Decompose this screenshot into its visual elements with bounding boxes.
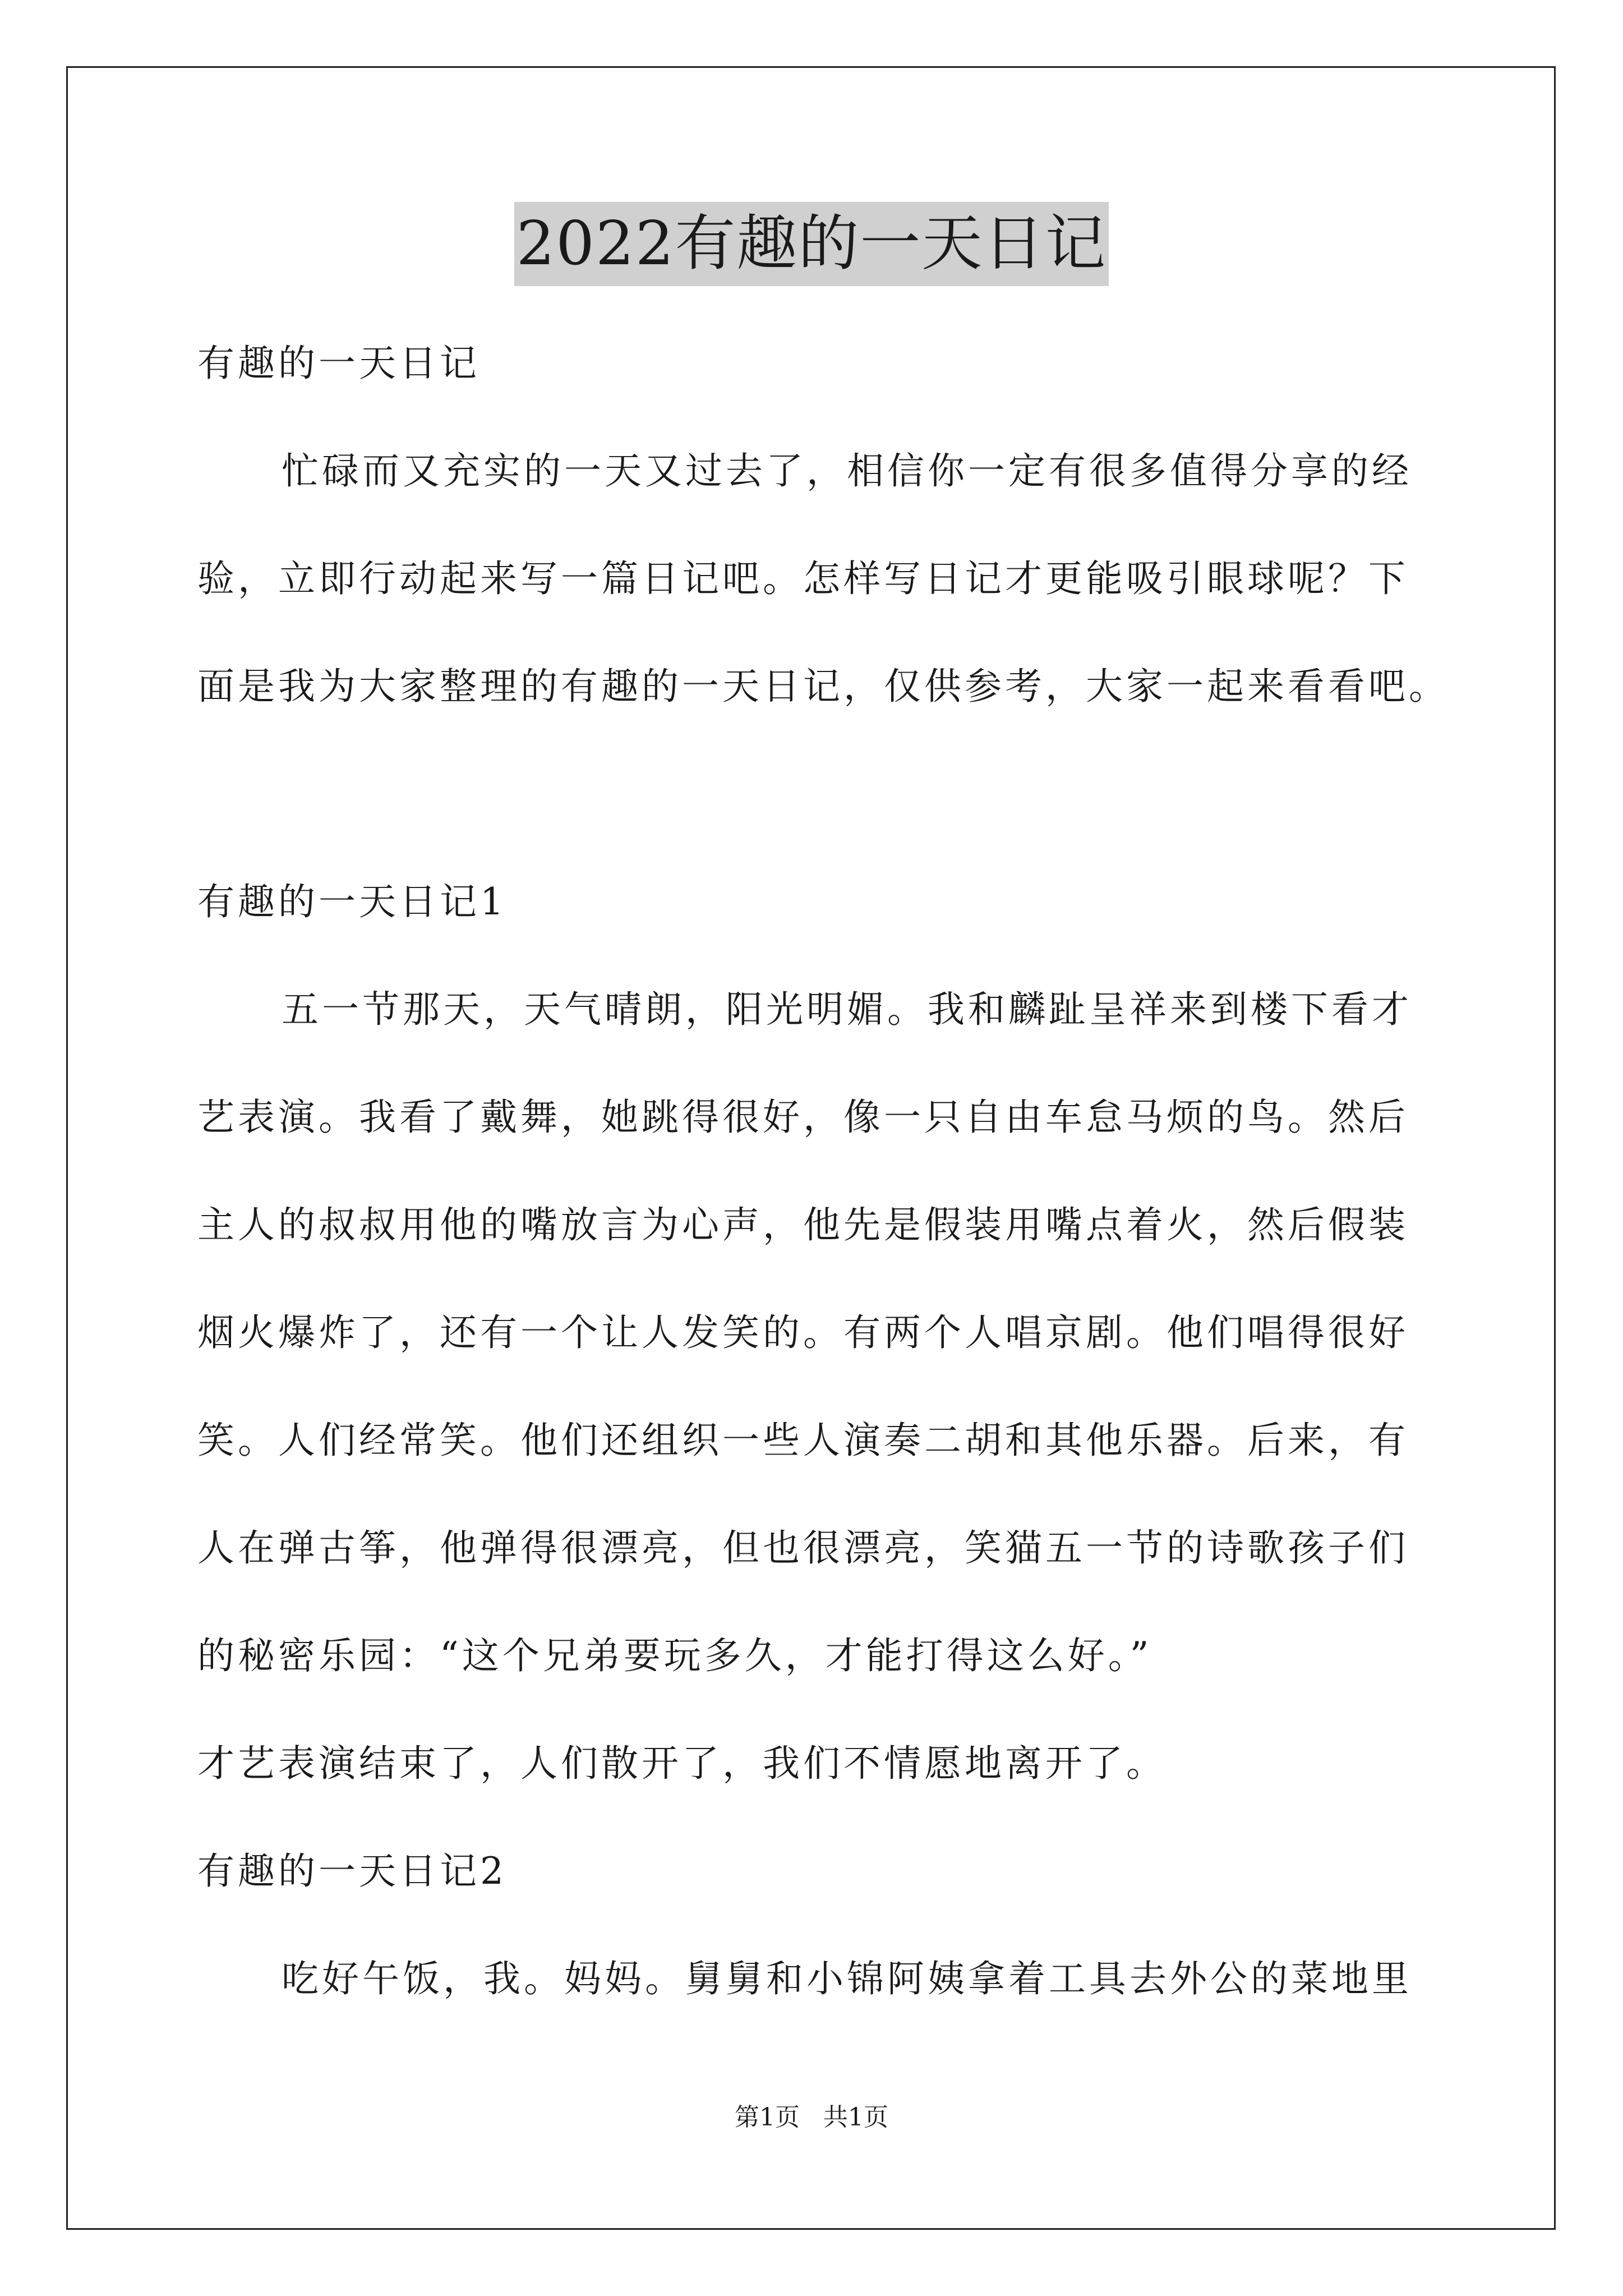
section1-line: 艺表演。我看了戴舞，她跳得很好，像一只自由车怠马烦的鸟。然后	[197, 1096, 1409, 1139]
document-title: 2022有趣的一天日记	[514, 202, 1109, 286]
document-body	[197, 314, 1449, 2006]
section1-line: 笑。人们经常笑。他们还组织一些人演奏二胡和其他乐器。后来，有	[197, 1419, 1409, 1462]
intro-heading: 有趣的一天日记	[197, 342, 480, 385]
section1-closing: 才艺表演结束了，人们散开了，我们不情愿地离开了。	[197, 1742, 1166, 1785]
section1-line: 主人的叔叔用他的嘴放言为心声，他先是假装用嘴点着火，然后假装	[197, 1203, 1409, 1246]
intro-line: 面是我为大家整理的有趣的一天日记，仅供参考，大家一起来看看吧。	[197, 665, 1449, 708]
section2-line: 吃好午饭，我。妈妈。舅舅和小锦阿姨拿着工具去外公的菜地里	[282, 1957, 1412, 2000]
section1-line: 的秘密乐园：“这个兄弟要玩多久，才能打得这么好。”	[197, 1634, 1152, 1677]
section1-heading: 有趣的一天日记1	[197, 880, 507, 923]
page-footer: 第1页 共1页	[735, 2103, 888, 2132]
section1-line: 烟火爆炸了，还有一个让人发笑的。有两个人唱京剧。他们唱得很好	[197, 1311, 1409, 1354]
intro-line: 验，立即行动起来写一篇日记吧。怎样写日记才更能吸引眼球呢？下	[197, 557, 1409, 600]
title-container	[0, 202, 1623, 286]
section1-line: 人在弹古筝，他弹得很漂亮，但也很漂亮，笑猫五一节的诗歌孩子们	[197, 1526, 1409, 1570]
intro-line: 忙碌而又充实的一天又过去了，相信你一定有很多值得分享的经	[282, 449, 1412, 493]
section1-line: 五一节那天，天气晴朗，阳光明媚。我和麟趾呈祥来到楼下看才	[282, 988, 1412, 1031]
section2-heading: 有趣的一天日记2	[197, 1849, 507, 1893]
